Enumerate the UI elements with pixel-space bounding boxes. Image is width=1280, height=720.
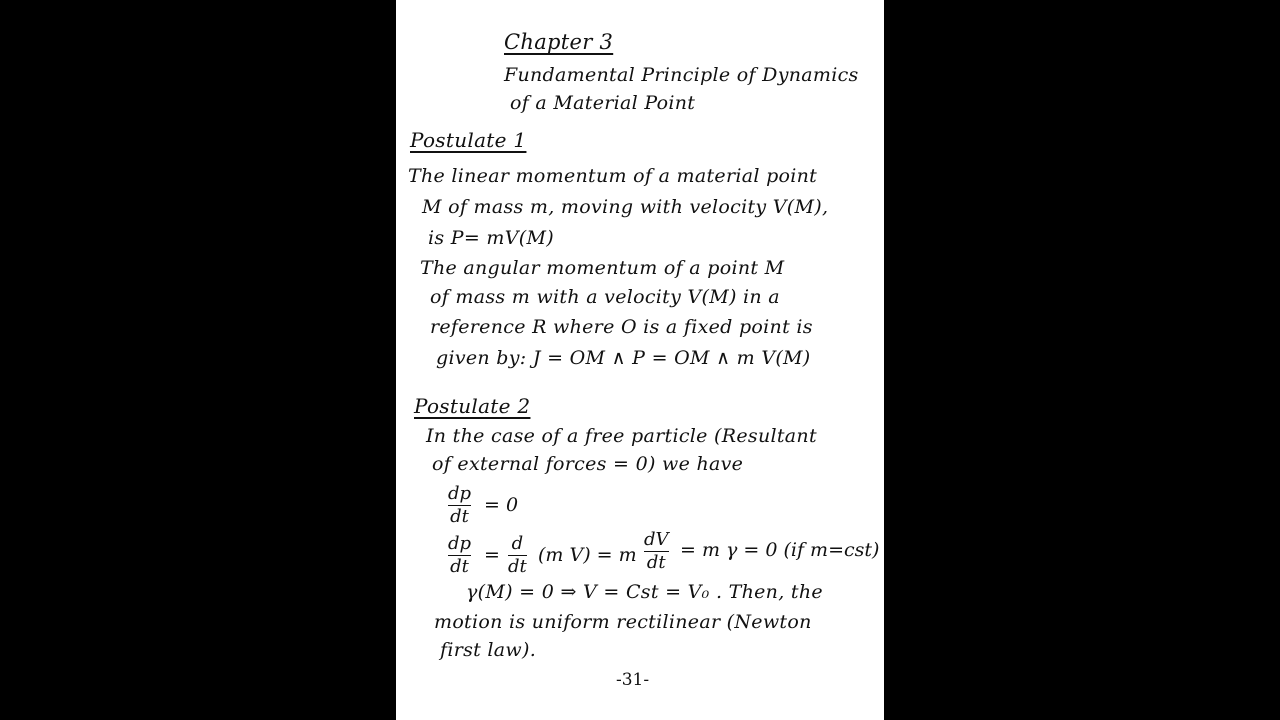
chapter-title-line2: of a Material Point	[510, 92, 696, 114]
eq2-fraction-d	[508, 534, 527, 577]
postulate1-p2-line2: of mass m with a velocity V(M) in a	[430, 286, 780, 308]
eq2-dv-numerator: dV	[644, 529, 669, 550]
eq2-fraction-dp	[448, 534, 471, 577]
postulate2-heading: Postulate 2	[414, 394, 531, 418]
eq3-line: γ(M) = 0 ⇒ V = Cst = V₀ . Then, the	[466, 581, 823, 603]
eq2-mid-numerator: d	[511, 533, 524, 554]
document-page	[396, 0, 884, 720]
eq1-fraction	[448, 484, 471, 527]
eq2-mid: (m V) = m	[538, 544, 637, 566]
postulate1-p1-line2: M of mass m, moving with velocity V(M),	[422, 196, 829, 218]
eq2-equals1: =	[484, 544, 500, 566]
postulate2-line3: motion is uniform rectilinear (Newton	[434, 611, 812, 633]
postulate2-line1: In the case of a free particle (Resultant	[426, 425, 817, 447]
postulate2-line4: first law).	[440, 639, 537, 661]
eq2-rhs: = m γ = 0 (if m=cst)	[680, 539, 880, 561]
postulate1-p2-line1: The angular momentum of a point M	[420, 257, 785, 279]
eq1-denominator: dt	[450, 506, 469, 527]
postulate1-p1-line3: is P= mV(M)	[428, 227, 554, 249]
chapter-title-line1: Fundamental Principle of Dynamics	[504, 64, 859, 86]
postulate1-p2-line3: reference R where O is a fixed point is	[430, 316, 813, 338]
postulate1-p1-line1: The linear momentum of a material point	[408, 165, 818, 187]
page-number: -31-	[616, 670, 650, 690]
eq2-dv-denominator: dt	[646, 552, 666, 573]
eq2-mid-denominator: dt	[508, 556, 527, 577]
eq2-fraction-dv	[644, 530, 669, 573]
eq2-denominator: dt	[450, 556, 469, 577]
eq2-numerator: dp	[448, 533, 472, 554]
chapter-label: Chapter 3	[504, 30, 614, 54]
postulate1-heading: Postulate 1	[410, 128, 527, 152]
eq1-rhs: = 0	[484, 494, 519, 516]
postulate1-p2-line4: given by: J = OM ∧ P = OM ∧ m V(M)	[436, 347, 811, 369]
eq1-numerator: dp	[448, 483, 472, 504]
postulate2-line2: of external forces = 0) we have	[432, 453, 744, 475]
